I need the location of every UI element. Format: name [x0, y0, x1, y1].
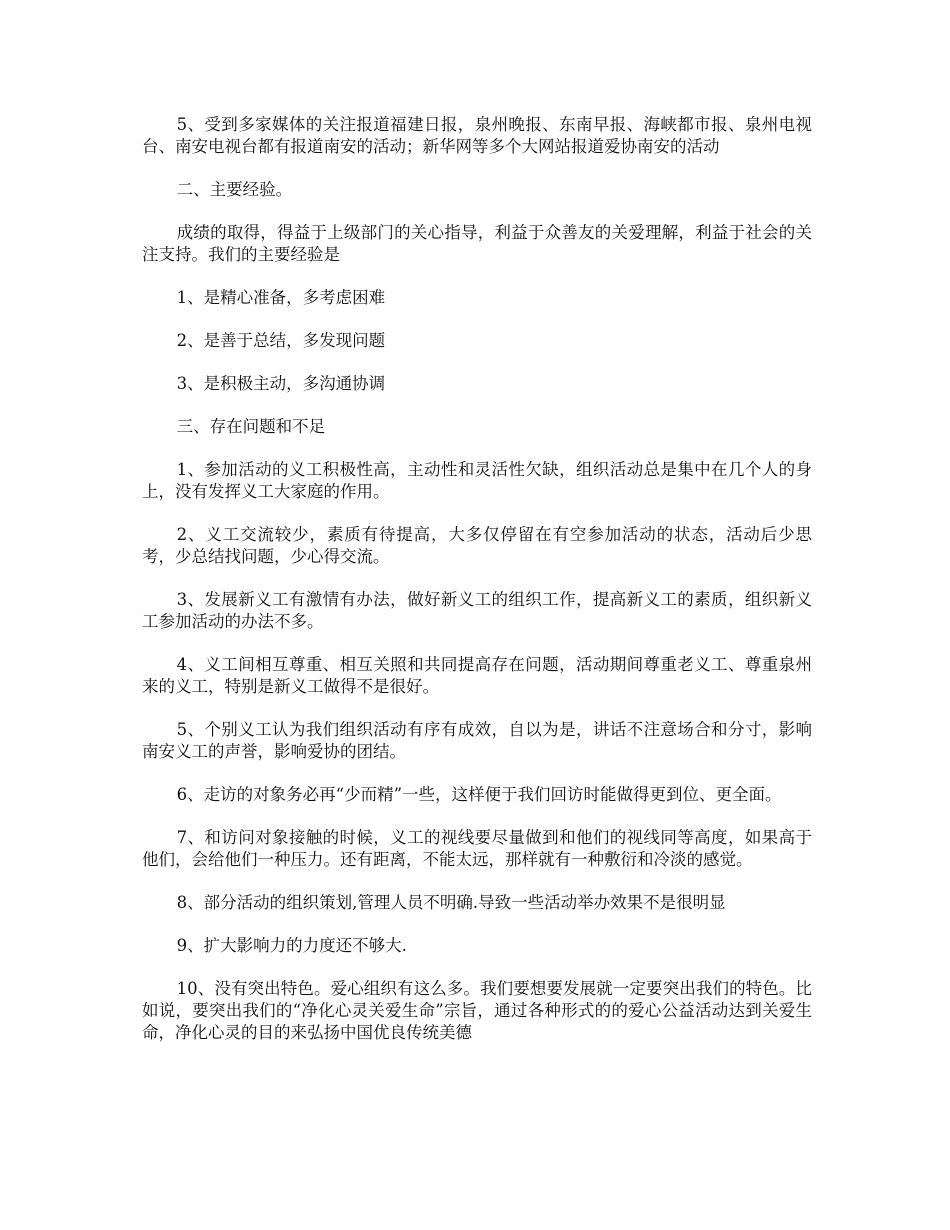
list-item-problem-1: 1、参加活动的义工积极性高，主动性和灵活性欠缺，组织活动总是集中在几个人的身上，没有发挥义工大家庭的作用。: [142, 460, 812, 501]
list-item-experience-2: 2、是善于总结，多发现问题: [176, 331, 386, 350]
list-item-problem-4: 4、义工间相互尊重、相互关照和共同提高存在问题，活动期间尊重老义工、尊重泉州来的义工，特别是新义工做得不是很好。: [142, 655, 812, 696]
paragraph-media-coverage: 5、受到多家媒体的关注报道福建日报，泉州晚报、东南早报、海峡都市报、泉州电视台、南安电视台都有报道南安的活动；新华网等多个大网站报道爱协南安的活动: [142, 115, 812, 156]
list-item-problem-2: 2、义工交流较少，素质有待提高，大多仅停留在有空参加活动的状态，活动后少思考，少总结找问题，少心得交流。: [142, 525, 812, 566]
heading-main-experience: 二、主要经验。: [176, 180, 293, 199]
list-item-problem-9: 9、扩大影响力的力度还不够大.: [176, 936, 407, 955]
document-body: [142, 114, 812, 1065]
list-item-problem-3: 3、发展新义工有激情有办法，做好新义工的组织工作，提高新义工的素质，组织新义工参加活动的办法不多。: [142, 590, 812, 631]
list-item-problem-10: 10、没有突出特色。爱心组织有这么多。我们要想要发展就一定要突出我们的特色。比如说，要突出我们的“净化心灵关爱生命”宗旨，通过各种形式的的爱心公益活动达到关爱生命，净化心灵的目的来弘扬中国优良传统美德: [142, 979, 812, 1042]
heading-problems: 三、存在问题和不足: [176, 417, 326, 436]
list-item-problem-8: 8、部分活动的组织策划,管理人员不明确.导致一些活动举办效果不是很明显: [176, 893, 726, 912]
list-item-experience-3: 3、是积极主动，多沟通协调: [176, 374, 386, 393]
list-item-experience-1: 1、是精心准备，多考虑困难: [176, 288, 386, 307]
list-item-problem-7: 7、和访问对象接触的时候，义工的视线要尽量做到和他们的视线同等高度，如果高于他们，会给他们一种压力。还有距离，不能太远，那样就有一种敷衍和冷淡的感觉。: [142, 828, 812, 869]
paragraph-experience-intro: 成绩的取得，得益于上级部门的关心指导，利益于众善友的关爱理解，利益于社会的关注支持。我们的主要经验是: [142, 223, 812, 264]
list-item-problem-5: 5、个别义工认为我们组织活动有序有成效，自以为是，讲话不注意场合和分寸，影响南安义工的声誉，影响爱协的团结。: [142, 720, 812, 761]
list-item-problem-6: 6、走访的对象务必再“少而精”一些，这样便于我们回访时能做得更到位、更全面。: [176, 785, 782, 804]
